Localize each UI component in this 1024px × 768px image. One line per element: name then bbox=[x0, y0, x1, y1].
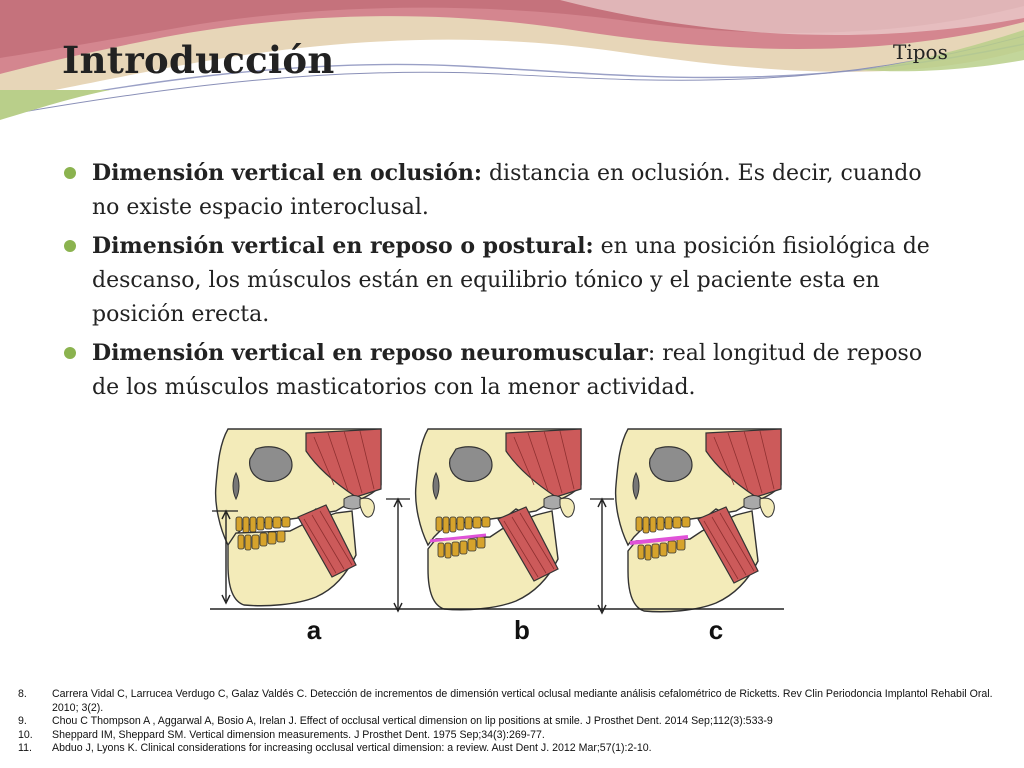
bullet-term: Dimensión vertical en reposo neuromuscular bbox=[92, 340, 648, 366]
reference-list bbox=[18, 688, 1008, 756]
reference-text: Abduo J, Lyons K. Clinical considerations for increasing occlusal vertical dimension: a review. Aust Dent J. 2012 Mar;57(1):2-10. bbox=[52, 742, 652, 755]
reference-number: 8. bbox=[18, 688, 27, 700]
bullet-dot-icon bbox=[64, 347, 76, 359]
panel-label-b: b bbox=[514, 615, 530, 645]
vertical-dimension-figure bbox=[206, 425, 784, 647]
bullet-item bbox=[62, 156, 942, 225]
panel-label-c: c bbox=[708, 615, 724, 645]
bullet-term: Dimensión vertical en reposo o postural: bbox=[92, 233, 594, 259]
panel-b bbox=[386, 429, 581, 611]
bullet-text: distancia en oclusión. Es decir, cuando no existe espacio interoclusal. bbox=[92, 161, 922, 220]
reference-number: 10. bbox=[18, 728, 33, 741]
reference-text: Carrera Vidal C, Larrucea Verdugo C, Galaz Valdés C. Detección de incrementos de dimensión vertical oclusal mediante análisis cefalométrico de Ricketts. Rev Clin Periodoncia Implantol Rehabil Oral. 2010; 3(2). bbox=[52, 688, 993, 714]
reference-item bbox=[18, 715, 1008, 729]
reference-number: 11. bbox=[18, 742, 32, 755]
slide-title: Introducción bbox=[62, 38, 335, 82]
reference-text: Chou C Thompson A , Aggarwal A, Bosio A, Irelan J. Effect of occlusal vertical dimension on lip positions at smile. J Prosthet Dent. 2014 Sep;112(3):533-9 bbox=[52, 715, 773, 728]
bullet-list bbox=[62, 156, 942, 409]
bullet-item bbox=[62, 229, 942, 332]
bullet-text: : real longitud de reposo de los músculos masticatorios con la menor actividad. bbox=[92, 341, 923, 400]
panel-c bbox=[590, 429, 781, 613]
section-label: Tipos bbox=[893, 40, 948, 64]
bullet-term: Dimensión vertical en oclusión: bbox=[92, 160, 482, 186]
panel-label-a: a bbox=[306, 615, 322, 645]
reference-item bbox=[18, 688, 1008, 715]
bullet-item bbox=[62, 336, 942, 405]
bullet-text: en una posición fisiológica de descanso, los músculos están en equilibrio tónico y el paciente esta en posición erecta. bbox=[92, 234, 930, 327]
reference-number: 9. bbox=[18, 715, 27, 728]
panel-a bbox=[212, 429, 381, 606]
reference-text: Sheppard IM, Sheppard SM. Vertical dimension measurements. J Prosthet Dent. 1975 Sep;34(3):269-77. bbox=[52, 728, 545, 741]
reference-item bbox=[18, 729, 1008, 743]
bullet-dot-icon bbox=[64, 167, 76, 179]
bullet-dot-icon bbox=[64, 240, 76, 252]
reference-item bbox=[18, 742, 1008, 756]
